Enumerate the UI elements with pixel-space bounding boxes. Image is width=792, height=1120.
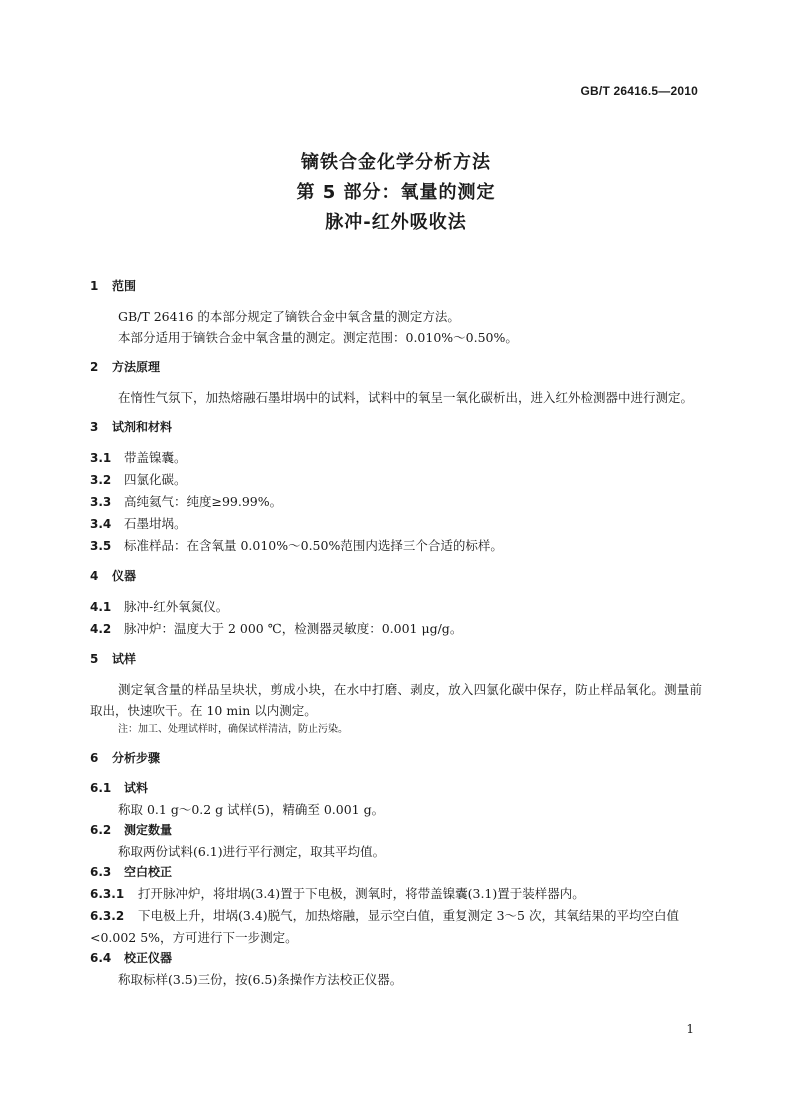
item-text: 带盖镍囊。: [124, 450, 187, 465]
standard-code: GB/T 26416.5—2010: [580, 84, 698, 98]
section-heading-principle: [90, 357, 702, 378]
subsection-heading-number-of-determinations: [90, 820, 702, 841]
section-heading-scope: [90, 276, 702, 297]
title-line-1: 镝铁合金化学分析方法: [301, 152, 491, 173]
page-number: 1: [686, 1022, 694, 1036]
subsection-number: 6.1: [90, 781, 112, 795]
subsection-heading-test-portion: [90, 778, 702, 799]
paragraph: 称取 0.1 g～0.2 g 试样(5)，精确至 0.001 g。: [118, 802, 385, 817]
section-heading-procedure: [90, 748, 702, 769]
subsection-title: 试料: [124, 781, 149, 795]
section-number: 4: [90, 569, 99, 583]
list-item: [90, 513, 702, 535]
document-title: [0, 148, 792, 238]
item-text: 石墨坩埚。: [124, 516, 187, 531]
item-text: 高纯氦气：纯度≥99.99%。: [124, 494, 283, 509]
subsection-title: 校正仪器: [124, 951, 173, 965]
list-item: [90, 596, 702, 618]
section-number: 1: [90, 279, 99, 293]
subsection-heading-blank-correction: [90, 862, 702, 883]
item-text: 脉冲-红外氧氮仪。: [124, 599, 229, 614]
item-text: 下电极上升，坩埚(3.4)脱气，加热熔融，显示空白值，重复测定 3～5 次，其氧结果的平均空白值<0.002 5%，方可进行下一步测定。: [90, 908, 679, 945]
document-body: [90, 276, 702, 990]
subsection-title: 空白校正: [124, 865, 173, 879]
list-item: [90, 883, 702, 905]
section-heading-reagents: [90, 417, 702, 438]
subsection-number: 6.4: [90, 951, 112, 965]
paragraph: 本部分适用于镝铁合金中氧含量的测定。测定范围：0.010%～0.50%。: [118, 330, 518, 345]
paragraph: 称取两份试料(6.1)进行平行测定，取其平均值。: [118, 844, 386, 859]
list-item: [90, 491, 702, 513]
subsection-title: 测定数量: [124, 823, 173, 837]
paragraph: 在惰性气氛下，加热熔融石墨坩埚中的试料，试料中的氧呈一氧化碳析出，进入红外检测器中进行测定。: [118, 390, 694, 405]
section-heading-sample: [90, 649, 702, 670]
paragraph: GB/T 26416 的本部分规定了镝铁合金中氧含量的测定方法。: [118, 309, 460, 324]
item-number: 6.3.1: [90, 887, 125, 901]
item-number: 6.3.2: [90, 909, 125, 923]
section-title: 试样: [112, 652, 137, 666]
item-number: 3.2: [90, 473, 112, 487]
section-number: 6: [90, 751, 99, 765]
section-title: 分析步骤: [112, 751, 161, 765]
item-text: 四氯化碳。: [124, 472, 187, 487]
list-item: [90, 618, 702, 640]
section-title: 仪器: [112, 569, 137, 583]
list-item: [90, 535, 702, 557]
subsection-heading-calibration: [90, 948, 702, 969]
section-number: 2: [90, 360, 99, 374]
paragraph: 测定氧含量的样品呈块状，剪成小块，在水中打磨、剥皮，放入四氯化碳中保存，防止样品氧化。测量前取出，快速吹干。在 10 min 以内测定。: [90, 682, 702, 718]
note: 注：加工、处理试样时，确保试样清洁，防止污染。: [118, 724, 348, 735]
item-number: 4.1: [90, 600, 112, 614]
section-title: 范围: [112, 279, 137, 293]
paragraph: 称取标样(3.5)三份，按(6.5)条操作方法校正仪器。: [118, 972, 403, 987]
section-title: 试剂和材料: [112, 420, 173, 434]
subsection-number: 6.2: [90, 823, 112, 837]
subsection-number: 6.3: [90, 865, 112, 879]
item-number: 4.2: [90, 622, 112, 636]
list-item: [90, 447, 702, 469]
item-text: 脉冲炉：温度大于 2 000 ℃，检测器灵敏度：0.001 μg/g。: [124, 621, 463, 636]
item-text: 打开脉冲炉，将坩埚(3.4)置于下电极，测氧时，将带盖镍囊(3.1)置于装样器内。: [138, 886, 585, 901]
section-heading-apparatus: [90, 566, 702, 587]
title-line-2: 第 5 部分：氧量的测定: [296, 182, 496, 203]
item-number: 3.4: [90, 517, 112, 531]
item-number: 3.1: [90, 451, 112, 465]
section-number: 5: [90, 652, 99, 666]
title-line-3: 脉冲-红外吸收法: [325, 212, 467, 233]
list-item: [90, 905, 702, 948]
section-title: 方法原理: [112, 360, 161, 374]
section-number: 3: [90, 420, 99, 434]
list-item: [90, 469, 702, 491]
item-number: 3.3: [90, 495, 112, 509]
item-text: 标准样品：在含氧量 0.010%～0.50%范围内选择三个合适的标样。: [124, 538, 503, 553]
item-number: 3.5: [90, 539, 112, 553]
